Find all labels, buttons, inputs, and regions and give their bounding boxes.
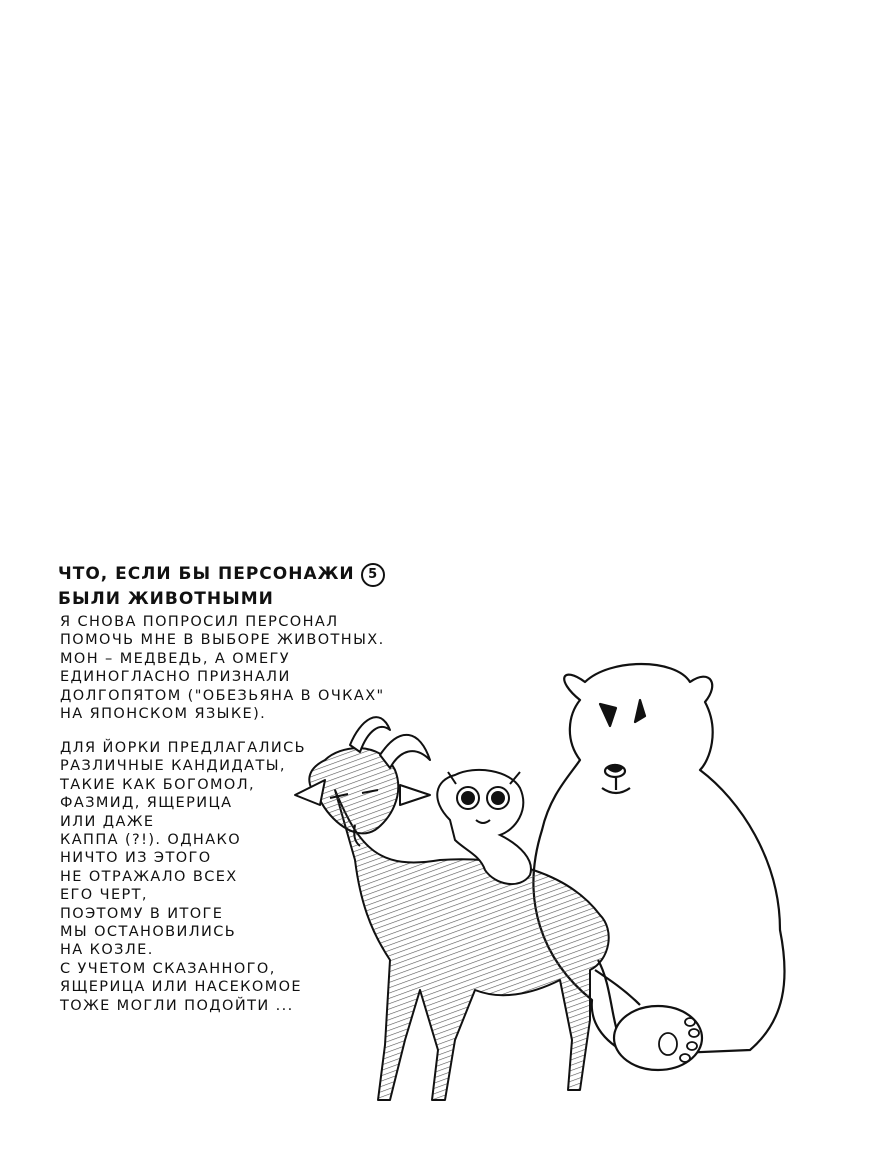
text-line: НИЧТО ИЗ ЭТОГО [60,850,212,867]
text-line: РАЗЛИЧНЫЕ КАНДИДАТЫ, [60,758,286,775]
text-line: ТАКИЕ КАК БОГОМОЛ, [60,776,256,793]
text-line: ФАЗМИД, ЯЩЕРИЦА [60,795,233,812]
text-line: Я СНОВА ПОПРОСИЛ ПЕРСОНАЛ [60,614,339,630]
text-line: МЫ ОСТАНОВИЛИСЬ [60,924,237,941]
animals-illustration [280,660,800,1110]
paragraph-goat [60,739,306,1015]
text-line: ИЛИ ДАЖЕ [60,813,155,830]
text-line: ПОМОЧЬ МНЕ В ВЫБОРЕ ЖИВОТНЫХ. [60,632,385,649]
text-line: ЕДИНОГЛАСНО ПРИЗНАЛИ [60,669,291,686]
text-line: ТОЖЕ МОГЛИ ПОДОЙТИ ... [60,997,294,1014]
text-line: МОН – МЕДВЕДЬ, А ОМЕГУ [60,650,290,667]
section-title [58,562,438,612]
text-line: С УЧЕТОМ СКАЗАННОГО, [60,960,276,977]
text-line: ЕГО ЧЕРТ, [60,887,148,904]
title-line-2: БЫЛИ ЖИВОТНЫМИ [58,589,274,609]
text-line: ПОЭТОМУ В ИТОГЕ [60,905,224,922]
text-line: НА ЯПОНСКОМ ЯЗЫКЕ). [60,706,267,723]
title-text: ЧТО, ЕСЛИ БЫ ПЕРСОНАЖИ [58,564,355,584]
text-line: ДЛЯ ЙОРКИ ПРЕДЛАГАЛИСЬ [60,740,307,756]
title-line-1 [58,562,438,587]
goat-figure [295,717,609,1100]
text-line: КАППА (?!). ОДНАКО [60,832,242,849]
text-line: ЯЩЕРИЦА ИЛИ НАСЕКОМОЕ [60,979,302,996]
chapter-number-badge: 5 [361,563,385,587]
text-line: ДОЛГОПЯТОМ ("ОБЕЗЬЯНА В ОЧКАХ" [60,687,385,704]
text-line: НЕ ОТРАЖАЛО ВСЕХ [60,868,238,885]
text-line: НА КОЗЛЕ. [60,942,154,959]
